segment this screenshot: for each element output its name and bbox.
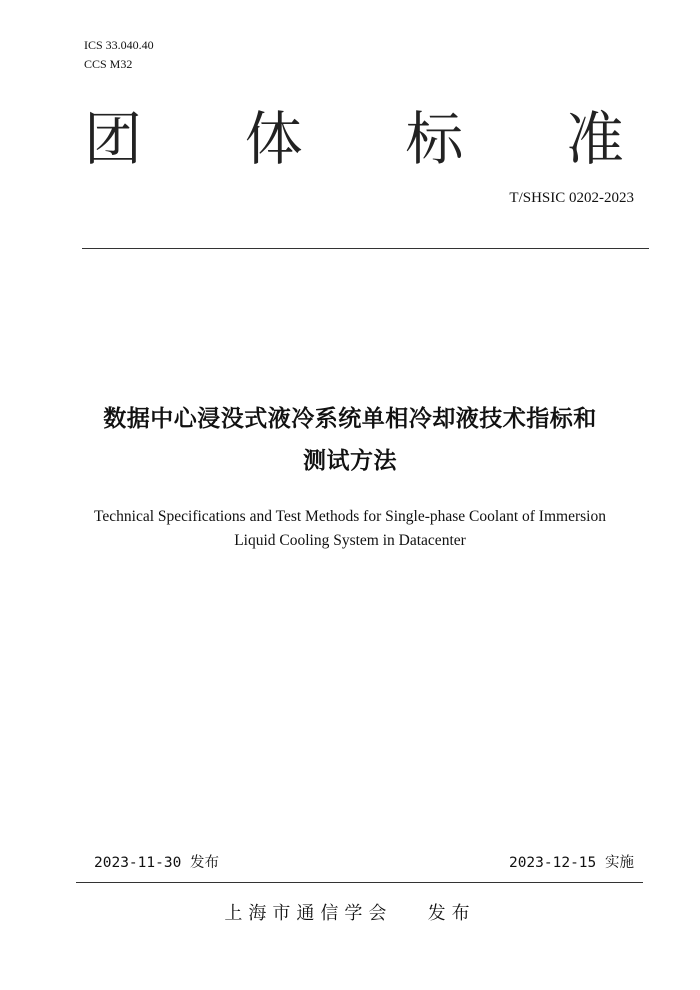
issue-date: 2023-11-30 发布: [94, 855, 220, 871]
publisher: 上海市通信学会 发布: [224, 903, 476, 924]
english-title: [60, 505, 640, 553]
ics-code: ICS 33.040.40: [84, 38, 154, 52]
chinese-title-line-2: 测试方法: [303, 448, 397, 474]
bottom-divider: [76, 882, 643, 883]
doctype-char-2: 体: [244, 105, 303, 173]
standard-number: T/SHSIC 0202-2023: [509, 190, 634, 206]
implementation-date: 2023-12-15 实施: [508, 855, 634, 871]
doctype-char-3: 标: [405, 105, 464, 173]
ccs-code: CCS M32: [84, 57, 133, 71]
chinese-title-line-1: 数据中心浸没式液冷系统单相冷却液技术指标和: [103, 406, 597, 432]
english-title-line-1: Technical Specifications and Test Methods for Single-phase Coolant of Immersion: [94, 508, 606, 525]
english-title-line-2: Liquid Cooling System in Datacenter: [234, 532, 466, 549]
classification-codes: [84, 36, 154, 74]
doctype-char-1: 团: [84, 105, 143, 173]
document-type-heading: [84, 104, 624, 174]
top-divider: [82, 248, 649, 249]
doctype-char-4: 准: [565, 105, 624, 173]
chinese-title: [60, 398, 640, 482]
